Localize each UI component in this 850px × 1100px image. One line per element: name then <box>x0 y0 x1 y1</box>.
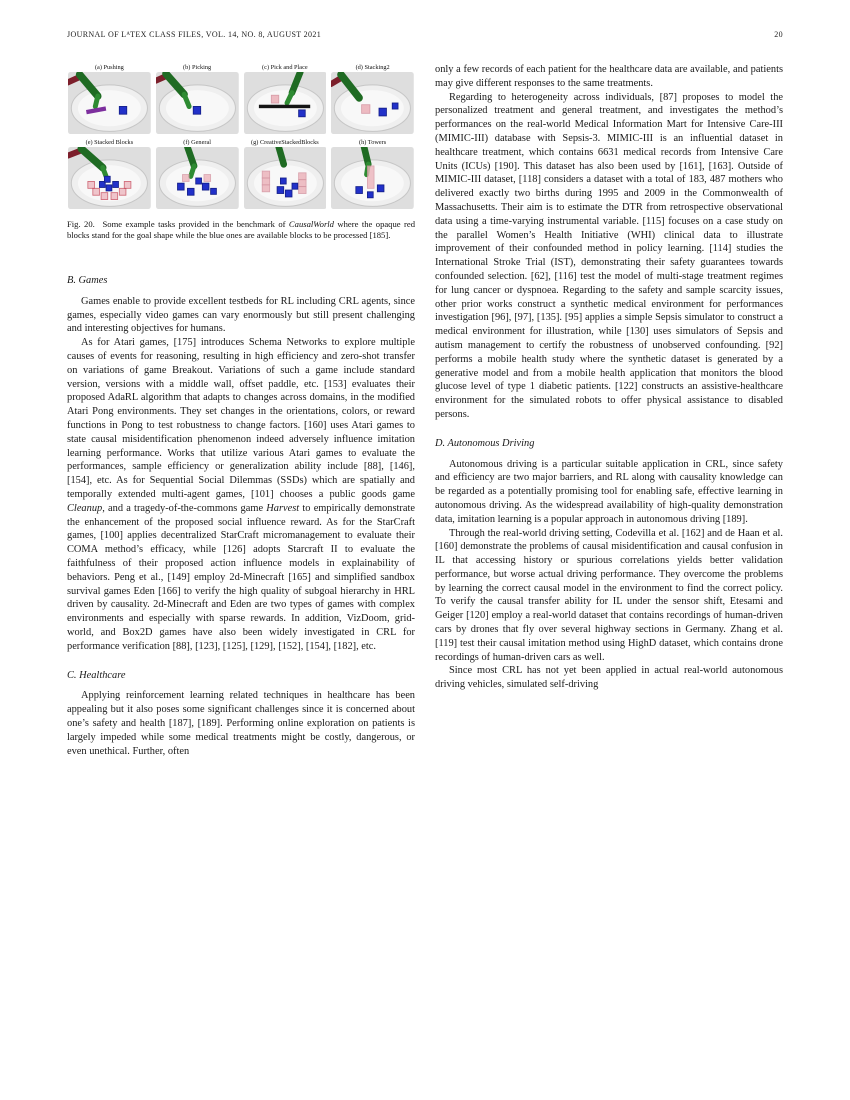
paragraph-autonomous-1: Autonomous driving is a particular suitable application in CRL, since safety and efficiency are two major barriers, and RL along with causality knowledge can be regarded as a potentially promising tool for enabling safe, effective learning in autonomous driving. As the widespread availability of high-quality demonstration data, imitation learning is a popular approach in autonomous driving [189]. <box>435 458 783 525</box>
panel-label: (d) Stacking2 <box>355 64 390 71</box>
task-scene-image <box>156 72 239 134</box>
panel-label: (g) CreativeStackedBlocks <box>251 139 319 146</box>
task-scene-image <box>331 147 414 209</box>
left-column <box>67 63 415 758</box>
paragraph-healthcare-continued: only a few records of each patient for the healthcare data are available, and patients may give different responses to the same treatments. <box>435 64 783 89</box>
figure-panel <box>156 63 239 134</box>
paragraph-autonomous-3: Since most CRL has not yet been applied in actual real-world autonomous driving vehicles, simulated self-driving <box>435 665 783 691</box>
figure-panel <box>68 63 151 134</box>
figure-panel <box>331 63 414 134</box>
figure-panel <box>156 138 239 209</box>
panel-label: (b) Picking <box>183 64 212 71</box>
figure-panel <box>244 138 327 209</box>
paragraph-healthcare-1: Applying reinforcement learning related techniques in healthcare has been appealing but it also poses some significant challenges since it is concerned about one’s safety and health [187], [189]. Performing online exploration on patients is largely impeded while some medical treatments might be costly, dangerous, or even unethical. Further, often <box>67 690 415 757</box>
journal-title: JOURNAL OF LᴬTEX CLASS FILES, VOL. 14, NO. 8, AUGUST 2021 <box>67 30 322 39</box>
figure-panel <box>244 63 327 134</box>
task-scene-image <box>244 72 327 134</box>
task-scene-image <box>156 147 239 209</box>
paragraph-autonomous-2: Through the real-world driving setting, Codevilla et al. [162] and de Haan et al. [160] demonstrate the problems of causal misidentification and causal confusion in IL that accessing history or spurious correlations yields better validation performance, but worse actual driving performance. They overcome the problems by learning the correct causal model in the environment to find the correct policy. To verify the causal transfer ability for IL under the sensor shift, Etesami and Geiger [120] employ a real-world dataset that contains recordings of human-driven cars by drones that fly over several highway sections in Germany. Zhang et al. [119] test their causal imitation method using HighD dataset, which contains drone recordings of human-driven cars as well. <box>435 527 783 663</box>
section-heading-games: B. Games <box>67 275 108 286</box>
panel-label: (c) Pick and Place <box>262 64 308 71</box>
figure-panel <box>68 138 151 209</box>
task-scene-image <box>68 147 151 209</box>
panel-label: (f) General <box>183 139 212 146</box>
panel-label: (e) Stacked Blocks <box>85 139 134 146</box>
two-column-body <box>67 63 783 758</box>
task-scene-image <box>68 72 151 134</box>
page-header <box>67 30 783 39</box>
figure-caption: Fig. 20. Some example tasks provided in the benchmark of CausalWorld where the opaque red blocks stand for the goal shape while the blue ones are available blocks to be processed [185]. <box>67 219 415 240</box>
task-scene-image <box>244 147 327 209</box>
paragraph-games-1: Games enable to provide excellent testbeds for RL including CRL agents, since games, especially video games can vary enormously but still present challenging and interesting objectives for humans. <box>67 295 415 335</box>
section-heading-autonomous-driving: D. Autonomous Driving <box>435 437 535 449</box>
figure-panels <box>67 63 415 209</box>
paragraph-games-2: As for Atari games, [175] introduces Schema Networks to explore multiple causes of events for reasoning, resulting in high efficiency and zero-shot transfer on variations of game Breakout. Variations of such a game include standard version, versions with a middle wall, offset paddle, etc. [153] evaluates their proposed AdaRL algorithm that adapts to changes across domains, in the modified Atari Pong environments. They set changes in the orientations, colors, or reward functions in Pong to test robustness to change factors. [160] uses Atari games to state causal misidentification phenomenon indeed adversely influence imitation learning performance. Works that utilize various Atari games to evaluate the performances, sample efficiency or generalization ability include [88], [146], [154], etc. As for Sequential Social Dilemmas (SSDs) which are spatially and temporally extended multi-agent games, [101] chooses a public goods game Cleanup, and a tragedy-of-the-commons game Harvest to empirically demonstrate the enhancement of the proposed social influence reward. As for the StarCraft games, [100] applies decentralized StarCraft micromanagement to evaluate their COMA method’s efficacy, while [126] adopts Starcraft II to evaluate the faithfulness of their proposed action influence models in explainability of behaviors. Peng et al., [149] employ 2d-Minecraft [165] and simplified sandbox survival games Eden [166] to verify the high quality of subgoal hierarchy in HRL driven by causality. 2d-Minecraft and Eden are two types of games with complex environments and especially with sparse rewards. In addition, VizDoom, grid-world, and Box2D games have also been widely investigated in CRL for performance verification [88], [123], [125], [129], [152], [154], [182], etc. <box>67 337 415 652</box>
figure-panel <box>331 138 414 209</box>
figure-20 <box>67 63 415 241</box>
task-scene-image <box>331 72 414 134</box>
right-column <box>435 63 783 758</box>
panel-label: (a) Pushing <box>94 64 124 71</box>
page-number: 20 <box>774 30 783 39</box>
panel-label: (h) Towers <box>359 139 387 146</box>
section-heading-healthcare: C. Healthcare <box>67 669 126 681</box>
paragraph-healthcare-2: Regarding to heterogeneity across individuals, [87] proposes to model the personalized treatment and general treatment, and investigates the method’s performances on the real-world Medical Information Mart for Intensive Care-III (MIMIC-III) database with Sepsis-3. MIMIC-III is an influential dataset in healthcare treatment, which contains 6631 medical records from Intensive Care Units (ICUs) [190]. This dataset has also been used by [161], [163]. Outside of MIMIC-III dataset, [118] considers a dataset with a total of 183, 487 mothers who delivered exactly two births during 1995 and 2009 in the Commonwealth of Massachusetts. Their aim is to estimate the DTR from retrospective observational data using a time-varying instrumental variable. [115] focuses on a case study on the parallel Women’s Health Initiative (WHI) clinical data to illustrate improvement of their confounded method in policy learning. [114] studies the International Stroke Trial (IST), demonstrating their safety guarantees towards confounded selection. [62], [116] test the model of multi-stage treatment regimes for lung cancer or dyspnoea. Regarding to the safety and sample scarcity issues, other prior works construct a synthetic medical environment for performances investigation [96], [97], [135]. [95] applies a simple Sepsis simulator to construct a medical environment for illustration, while [130] uses simulators of Sepsis and autism management to certify the robustness of unobserved confounding. [92] performs a mobile health study where the synthetic dataset is generated by a generative model and from a mobile health application that monitors the blood glucose level of type 1 diabetic patients. [122] constructs an assistive-healthcare environment for the simulated robots to offer physical assistance to disabled persons. <box>435 91 783 420</box>
